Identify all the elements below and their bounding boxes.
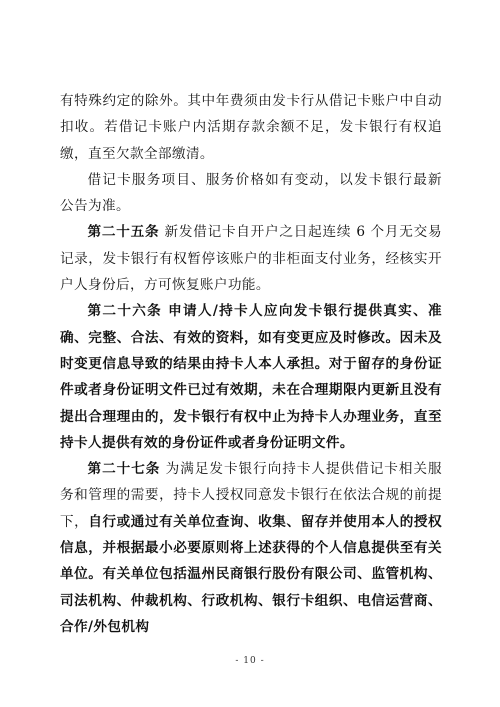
bold-text-run: 第二十六条 申请人/持卡人应向发卡银行提供真实、准确、完整、合法、有效的资料，如有变更应及时修改。因未及时变更信息导致的结果由持卡人本人承担。对于留存的身份证件或者身份证明文件已过有效期，未在合理期限内更新且没有提出合理理由的，发卡银行有权中止为持卡人办理业务，直至持卡人提供有效的身份证件或者身份证明文件。 [60, 303, 442, 451]
bold-text-run: 自行或通过有关单位查询、收集、留存并使用本人的授权信息，并根据最小必要原则将上述获得的个人信息提供至有关单位。有关单位包括温州民商银行股份有限公司、监管机构、司法机构、仲裁机构、行政机构、银行卡组织、电信运营商、合作/外包机构 [60, 513, 442, 635]
bold-text-run: 第二十五条 [87, 224, 160, 241]
text-run: 新发借记卡自开户之日起连续 6 个月无交易记录，发卡银行有权暂停该账户的非柜面支付业务，经核实开户人身份后，方可恢复账户功能。 [60, 224, 442, 294]
paragraph-article-27 [60, 456, 442, 640]
paragraph-article-25 [60, 219, 442, 298]
page-number: - 10 - [235, 656, 265, 666]
paragraph-service-price [60, 167, 442, 220]
text-run: 为满足发卡银行向持卡人提供借记卡相关服务和管理的需要，持卡人授权同意发卡银行在依法合规的前提下， [60, 461, 442, 530]
paragraph-article-26 [60, 298, 442, 456]
bold-text-run: 第二十七条 [87, 461, 161, 478]
document-body [60, 88, 442, 640]
paragraph-annual-fee [60, 88, 442, 167]
text-run: 借记卡服务项目、服务价格如有变动，以发卡银行最新 公告为准。 [60, 171, 442, 215]
text-run: 有特殊约定的除外。其中年费须由发卡行从借记卡账户中自动扣收。若借记卡账户内活期存款余额不足，发卡银行有权追缴，直至欠款全部缴清。 [60, 93, 442, 162]
